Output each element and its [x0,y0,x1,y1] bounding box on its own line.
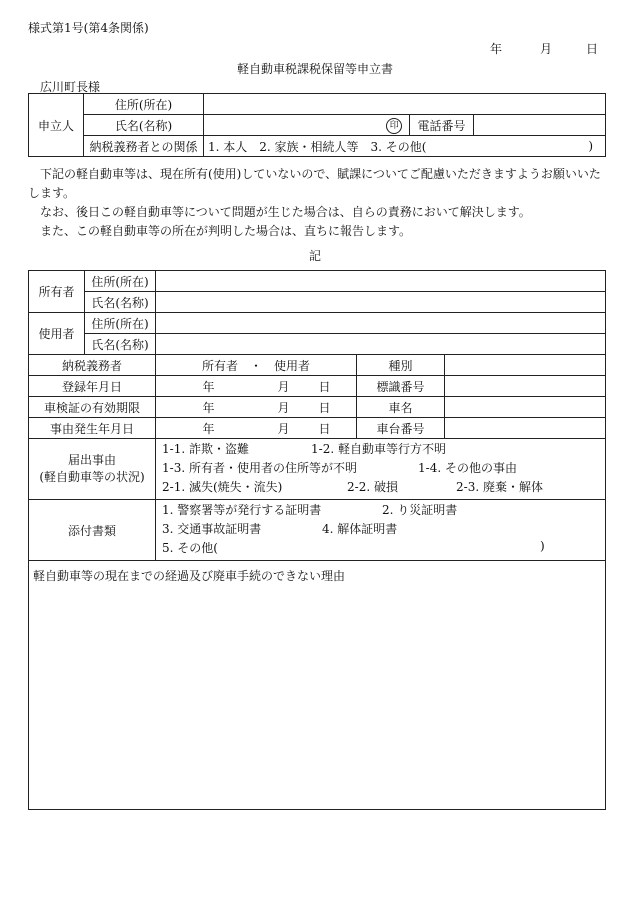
plate-number-field[interactable] [445,376,606,397]
chassis-number-field[interactable] [445,418,606,439]
registration-year-field[interactable] [156,376,199,397]
relation-label: 納税義務者との関係 [84,136,204,157]
applicant-address-label: 住所(所在) [84,94,204,115]
user-address-label: 住所(所在) [85,313,156,334]
seal-mark [380,115,410,136]
phone-label: 電話番号 [410,115,474,136]
seal-icon: 印 [386,118,402,134]
owner-name-label: 氏名(名称) [85,292,156,313]
date-year-label: 年 [490,42,503,56]
event-date-spacer [335,418,357,439]
reason-1-2[interactable]: 1-2. 軽自動車等行方不明 [311,442,446,456]
applicant-address-field[interactable] [204,94,606,115]
attachment-4[interactable]: 4. 解体証明書 [322,522,398,536]
relation-options[interactable] [204,136,606,157]
body-paragraph-3: また、この軽自動車等の所在が判明した場合は、直ちに報告します。 [40,224,412,238]
phone-field[interactable] [474,115,606,136]
owner-address-field[interactable] [156,271,606,292]
vehicle-type-field[interactable] [445,355,606,376]
applicant-name-field[interactable] [204,115,380,136]
addressee: 広川町長様 [40,80,101,94]
reason-label [29,439,156,500]
registration-month-unit: 月 [249,376,294,397]
applicant-name-label: 氏名(名称) [84,115,204,136]
applicant-table [28,93,606,157]
owner-address-label: 住所(所在) [85,271,156,292]
body-paragraph-2: なお、後日この軽自動車等について問題が生じた場合は、自らの責務において解決します。 [40,205,531,219]
event-year-unit: 年 [199,418,249,439]
inspection-month-unit: 月 [249,397,294,418]
registration-date-spacer [335,376,357,397]
explanation-label: 軽自動車等の現在までの経過及び廃車手続のできない理由 [33,569,346,583]
attachment-3[interactable]: 3. 交通事故証明書 [162,522,262,536]
attachment-5[interactable]: 5. その他( [162,541,218,555]
inspection-date-spacer [335,397,357,418]
event-day-unit: 日 [294,418,335,439]
owner-label: 所有者 [29,271,85,313]
reason-label-line2: (軽自動車等の状況) [39,470,145,484]
taxpayer-choice[interactable]: 所有者 ・ 使用者 [156,355,357,376]
event-date-label: 事由発生年月日 [29,418,156,439]
date-day-label: 日 [586,42,599,56]
attachment-1[interactable]: 1. 警察署等が発行する証明書 [162,503,322,517]
relation-close-paren: ) [588,139,593,153]
plate-number-label: 標識番号 [357,376,445,397]
inspection-year-field[interactable] [156,397,199,418]
reason-2-2[interactable]: 2-2. 破損 [347,480,398,494]
registration-day-unit: 日 [294,376,335,397]
owner-name-field[interactable] [156,292,606,313]
user-name-label: 氏名(名称) [85,334,156,355]
registration-date-label: 登録年月日 [29,376,156,397]
chassis-number-label: 車台番号 [357,418,445,439]
vehicle-type-label: 種別 [357,355,445,376]
reason-options[interactable] [156,439,606,500]
event-year-field[interactable] [156,418,199,439]
attachments-label: 添付書類 [29,500,156,561]
attachment-5-close-paren: ) [540,539,545,553]
user-name-field[interactable] [156,334,606,355]
applicant-section-label: 申立人 [29,94,84,157]
date-month-label: 月 [540,42,553,56]
car-name-label: 車名 [357,397,445,418]
reason-2-1[interactable]: 2-1. 滅失(焼失・流失) [162,480,283,494]
inspection-year-unit: 年 [199,397,249,418]
reason-1-1[interactable]: 1-1. 詐欺・盗難 [162,442,249,456]
document-title: 軽自動車税課税保留等申立書 [236,62,393,76]
taxpayer-label: 納税義務者 [29,355,156,376]
reason-label-line1: 届出事由 [67,453,116,467]
attachment-2[interactable]: 2. り災証明書 [382,503,458,517]
user-address-field[interactable] [156,313,606,334]
vehicle-table [28,270,606,810]
inspection-expiry-label: 車検証の有効期限 [29,397,156,418]
relation-options-text: 1. 本人 2. 家族・相続人等 3. その他( [208,139,427,154]
attachments-options[interactable] [156,500,606,561]
user-label: 使用者 [29,313,85,355]
form-number: 様式第1号(第4条関係) [28,21,149,35]
ki-heading: 記 [308,249,321,263]
explanation-field[interactable] [29,561,606,810]
reason-1-4[interactable]: 1-4. その他の事由 [418,461,517,475]
event-month-unit: 月 [249,418,294,439]
car-name-field[interactable] [445,397,606,418]
reason-1-3[interactable]: 1-3. 所有者・使用者の住所等が不明 [162,461,357,475]
body-paragraph-1: 下記の軽自動車等は、現在所有(使用)していないので、賦課についてご配慮いただきますようお願いいたします。 [28,167,601,200]
inspection-day-unit: 日 [294,397,335,418]
registration-year-unit: 年 [199,376,249,397]
reason-2-3[interactable]: 2-3. 廃棄・解体 [456,480,543,494]
